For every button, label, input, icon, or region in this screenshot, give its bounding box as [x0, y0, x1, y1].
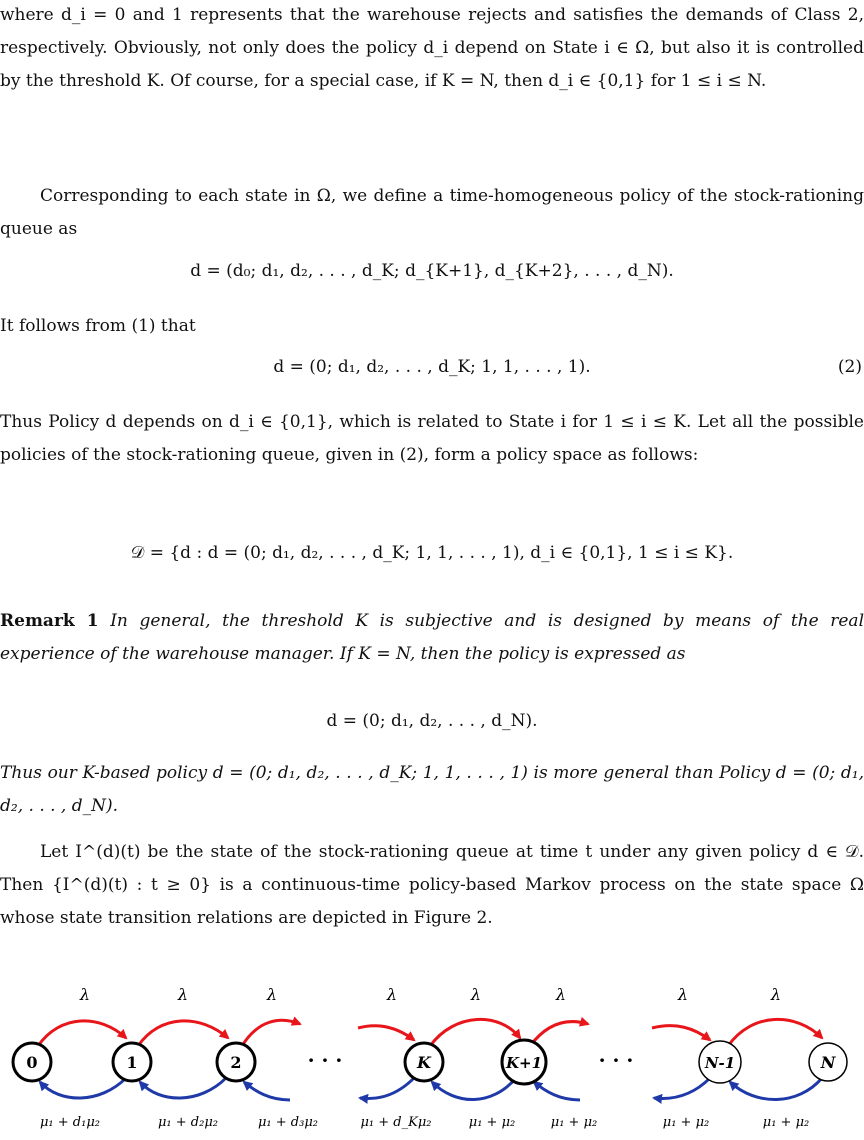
arrival-rate-label: λ — [470, 985, 482, 1004]
arrival-arrow-1-2 — [138, 1021, 228, 1046]
arrival-arrow-N1-N — [728, 1019, 822, 1046]
state-label: K+1 — [505, 1054, 543, 1072]
service-rate-label: μ₁ + μ₂ — [662, 1115, 710, 1130]
state-node-K+1 — [502, 1040, 546, 1084]
equation-text: d = (0; d₁, d₂, . . . , d_K; 1, 1, . . . , 1). — [273, 357, 591, 377]
state-label: 0 — [26, 1053, 38, 1072]
text-p4: Thus Policy d depends on d_i ∈ {0,1}, which is related to State i for 1 ≤ i ≤ K. Let all the possible policies of the stock-rationing queue, given in (2), form a policy space as follows: — [0, 412, 864, 465]
equation-text: 𝒟 = {d : d = (0; d₁, d₂, . . . , d_K; 1, 1, . . . , 1), d_i ∈ {0,1}, 1 ≤ i ≤ K}. — [130, 543, 734, 563]
paragraph-policy-space — [0, 406, 864, 472]
equation-number: (2) — [837, 357, 862, 377]
equation-policy-general — [0, 255, 864, 288]
arrival-arrow-0-1 — [38, 1021, 126, 1046]
arrival-rate-label: λ — [770, 985, 782, 1004]
arrival-rate-label: λ — [386, 985, 398, 1004]
state-node-1 — [113, 1043, 151, 1081]
state-node-2 — [217, 1043, 255, 1081]
service-arrow-1-0 — [40, 1078, 126, 1098]
service-arrow-K1-K — [432, 1078, 516, 1100]
ellipsis-1: · · · — [307, 1048, 343, 1072]
state-transition-diagram — [0, 966, 864, 1135]
equation-policy-n — [0, 705, 864, 738]
state-node-N — [809, 1043, 847, 1081]
state-transition-figure — [0, 966, 864, 1135]
state-label: K — [417, 1053, 431, 1072]
service-rate-label: μ₁ + μ₂ — [550, 1115, 598, 1130]
arrival-arrow-K-K1 — [430, 1019, 520, 1046]
service-arrow-K-out — [360, 1078, 414, 1098]
text-p3: It follows from (1) that — [0, 316, 196, 336]
state-node-0 — [13, 1043, 51, 1081]
paragraph-time-homogeneous — [0, 180, 864, 246]
equation-text: d = (d₀; d₁, d₂, . . . , d_K; d_{K+1}, d_{K+2}, . . . , d_N). — [190, 261, 674, 281]
text-p1: where d_i = 0 and 1 represents that the warehouse rejects and satisfies the demands of Class 2, respectively. Obviously, not only does the policy d_i depend on State i ∈ Ω, but also it is controlled by the threshold K. Of course, for a special case, if K = N, then d_i ∈ {0,1} for 1 ≤ i ≤ N. — [0, 5, 864, 91]
state-label: 2 — [230, 1053, 242, 1072]
state-label: 1 — [126, 1053, 138, 1072]
arrival-rate-label: λ — [79, 985, 91, 1004]
state-node-K — [405, 1043, 443, 1081]
equation-text: d = (0; d₁, d₂, . . . , d_N). — [326, 711, 538, 731]
state-label: N — [820, 1053, 836, 1072]
remark-1 — [0, 605, 864, 671]
service-rate-label: μ₁ + μ₂ — [468, 1115, 516, 1130]
equation-2 — [0, 351, 864, 384]
arrival-rate-label: λ — [266, 985, 278, 1004]
service-arrow-N-N1 — [730, 1078, 822, 1100]
paragraph-k-based-policy — [0, 757, 864, 823]
ellipsis-2: · · · — [598, 1048, 634, 1072]
paragraph-markov-process — [0, 836, 864, 935]
service-rate-label: μ₁ + d_Kμ₂ — [360, 1115, 432, 1130]
arrival-arrow-in-N1 — [652, 1026, 710, 1040]
arrival-rate-label: λ — [177, 985, 189, 1004]
service-rate-label: μ₁ + d₁μ₂ — [39, 1115, 101, 1130]
remark-label: Remark 1 — [0, 611, 99, 631]
arrival-rate-label: λ — [677, 985, 689, 1004]
service-arrow-2-1 — [140, 1078, 226, 1098]
arrival-rate-label: λ — [555, 985, 567, 1004]
text-p5: Thus our K-based policy d = (0; d₁, d₂, . . . , d_K; 1, 1, . . . , 1) is more general than Policy d = (0; d₁, d₂, . . . , d_N). — [0, 763, 864, 816]
service-rate-label: μ₁ + d₃μ₂ — [257, 1115, 319, 1130]
text-p2: Corresponding to each state in Ω, we define a time-homogeneous policy of the stock-rationing queue as — [0, 186, 864, 239]
state-node-N-1 — [699, 1041, 741, 1083]
remark-text: In general, the threshold K is subjective and is designed by means of the real experience of the warehouse manager. If K = N, then the policy is expressed as — [0, 611, 864, 664]
paragraph-policy-definition — [0, 0, 864, 98]
arrival-arrow-in-K — [358, 1026, 414, 1040]
service-rate-label: μ₁ + μ₂ — [762, 1115, 810, 1130]
arrival-arrow-2-out — [242, 1020, 300, 1046]
service-arrow-in-2 — [244, 1082, 290, 1100]
text-p6: Let I^(d)(t) be the state of the stock-rationing queue at time t under any given policy d ∈ 𝒟. Then {I^(d)(t) : t ≥ 0} is a continuous-time policy-based Markov process on the state space Ω whose state transition relations are depicted in Figure 2. — [0, 842, 864, 928]
state-label: N-1 — [704, 1054, 736, 1072]
equation-policy-space — [0, 537, 864, 570]
service-arrow-in-K1 — [534, 1082, 580, 1100]
service-arrow-N1-out — [654, 1078, 710, 1098]
service-rate-label: μ₁ + d₂μ₂ — [157, 1115, 219, 1130]
arrival-arrow-K1-out — [530, 1022, 588, 1046]
paragraph-it-follows — [0, 310, 864, 343]
